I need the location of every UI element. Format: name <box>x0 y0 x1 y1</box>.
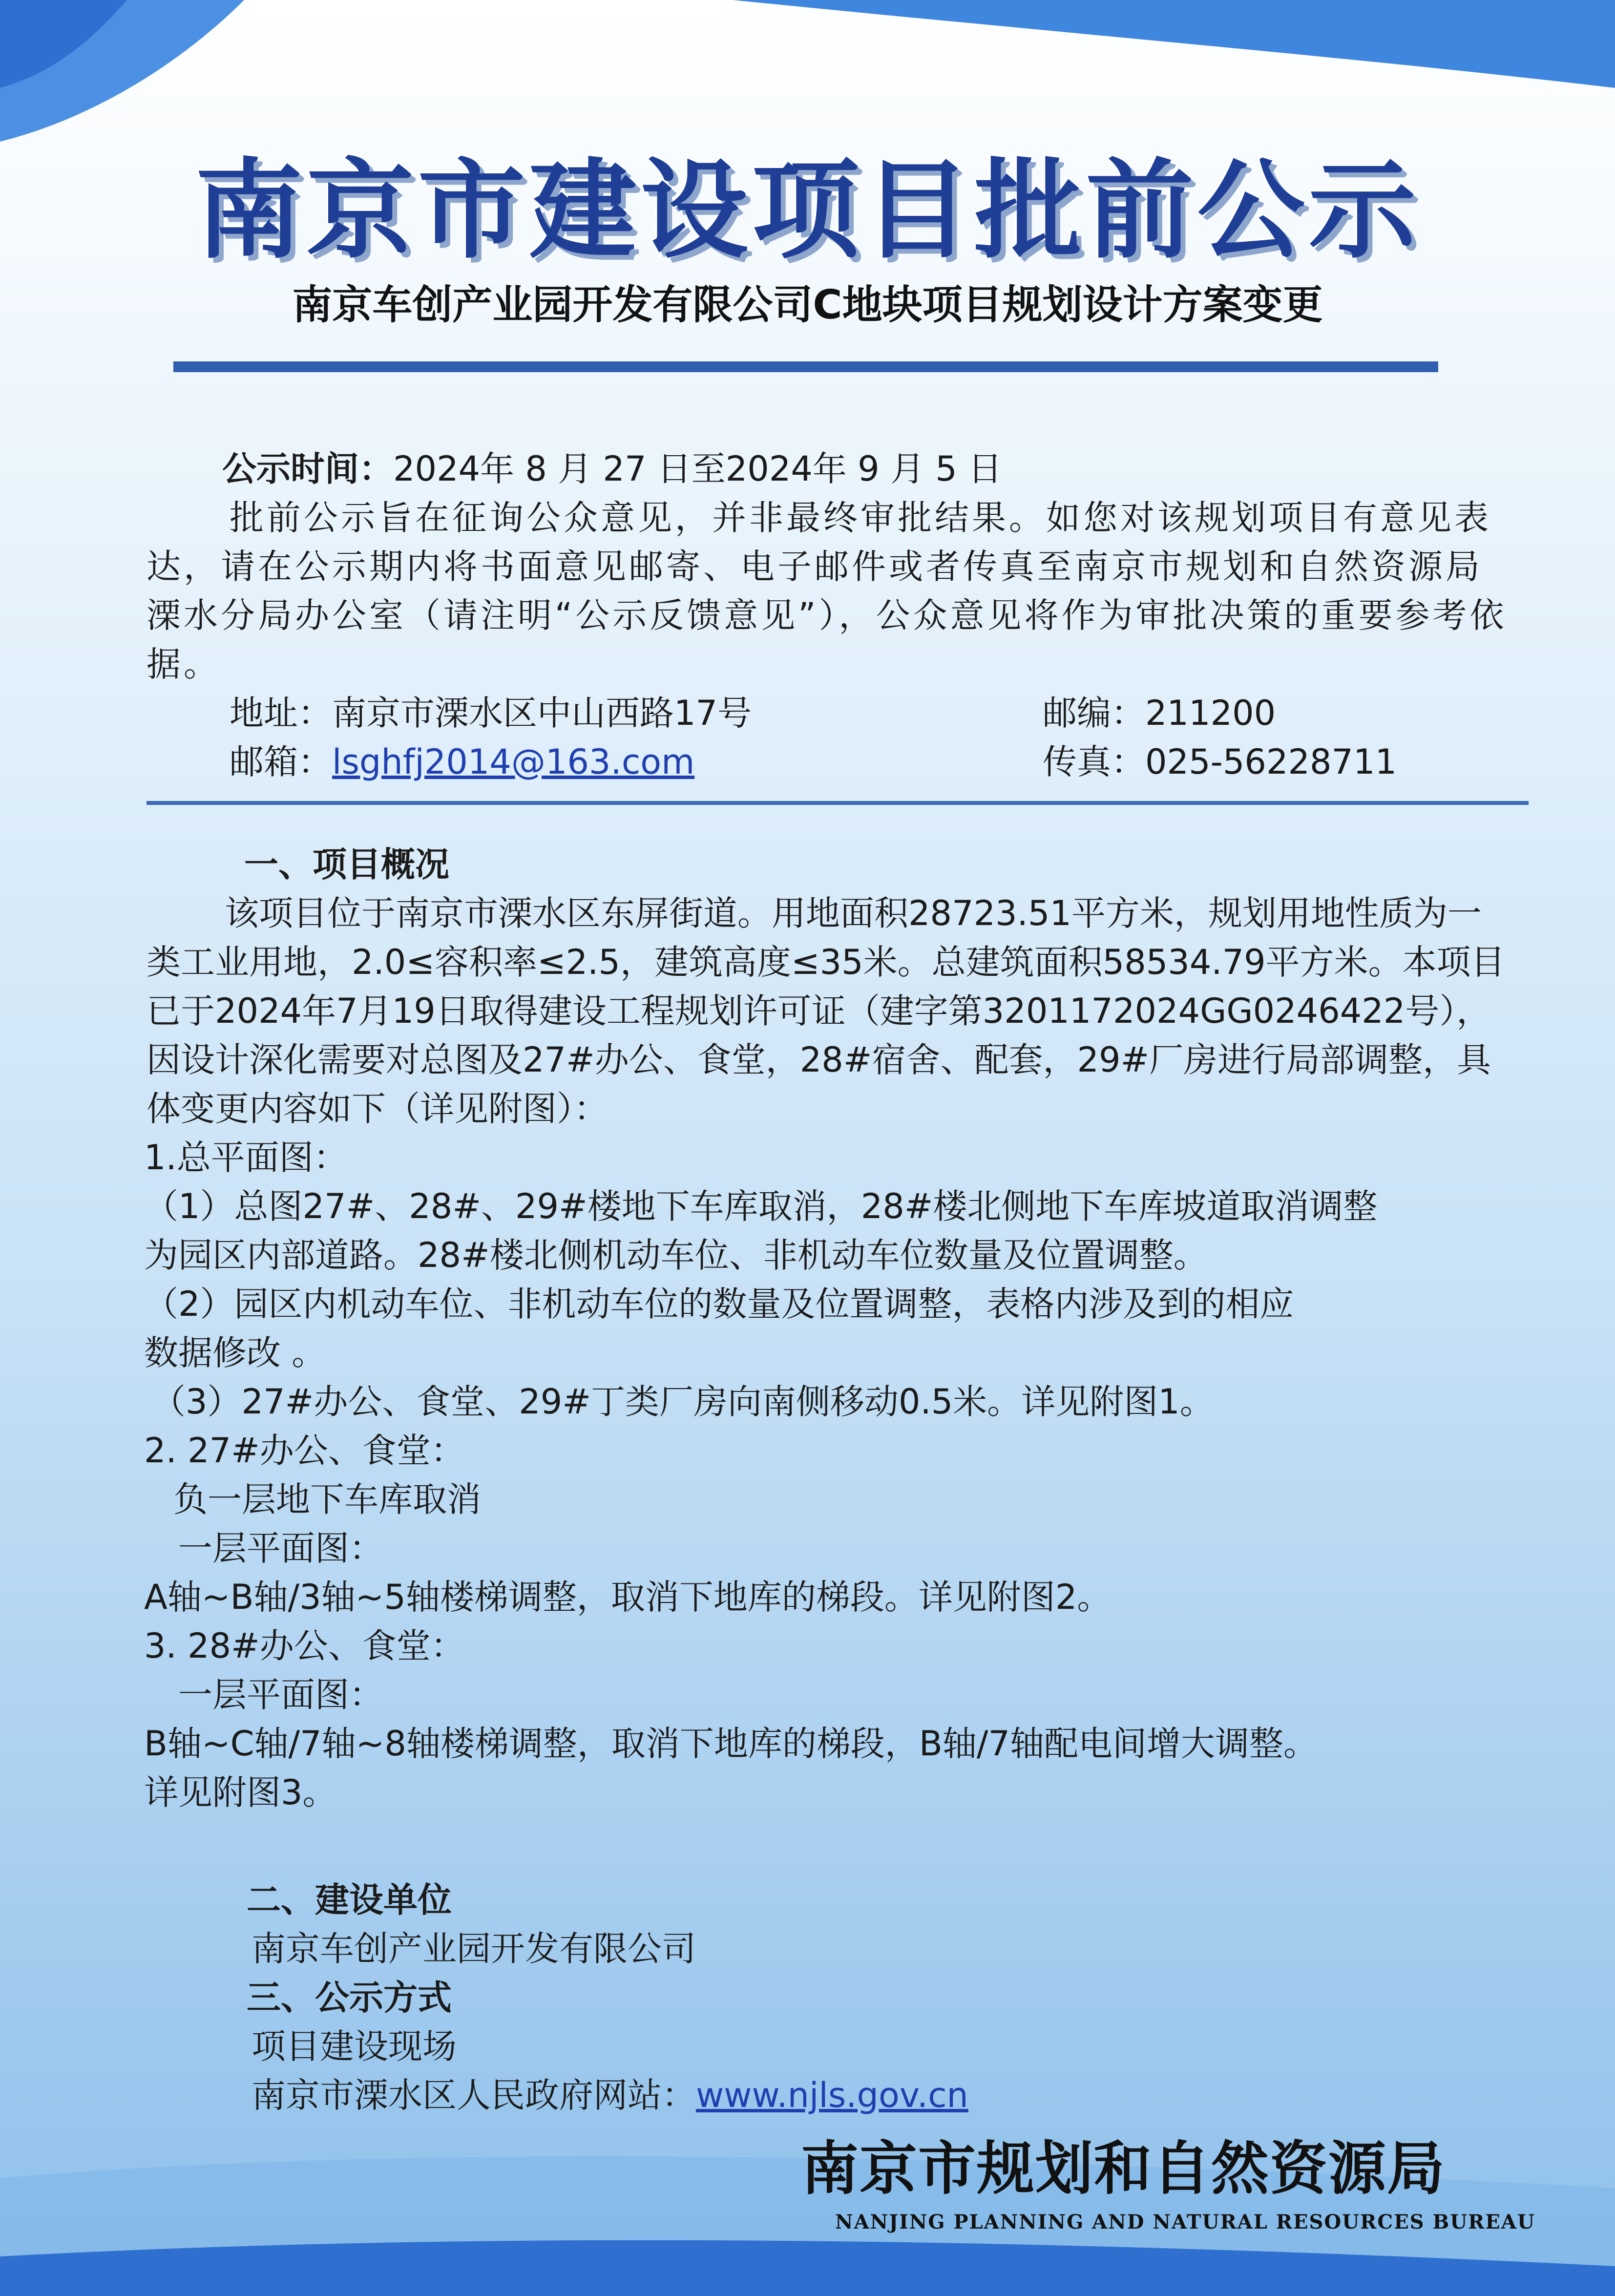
fax-label: 传真： <box>1043 742 1145 782</box>
fax-value: 025-56228711 <box>1145 742 1397 782</box>
address-value: 南京市溧水区中山西路17号 <box>332 693 752 733</box>
fax-row <box>1043 737 1397 786</box>
website-link[interactable]: www.njls.gov.cn <box>696 2075 968 2115</box>
section-divider <box>147 801 1529 805</box>
bureau-name-english: NANJING PLANNING AND NATURAL RESOURCES BUREAU <box>835 2211 1535 2233</box>
section2-content: 南京车创产业园开发有限公司 <box>252 1929 696 1969</box>
section1-line: 负一层地下车库取消 <box>173 1479 481 1519</box>
section1-intro: 该项目位于南京市溧水区东屏街道。用地面积28723.51平方米，规划用地性质为一类工业用地，2.0≤容积率≤2.5，建筑高度≤35米。总建筑面积58534.79平方米。本项目已于2024年7月19日取得建设工程规划许可证（建字第3201172024GG0246422号），因设计深化需要对总图及27#办公、食堂，28#宿舍、配套，29#厂房进行局部调整，具体变更内容如下（详见附图）： <box>147 893 1505 1129</box>
section1-line: （1）总图27#、28#、29#楼地下车库取消，28#楼北侧地下车库坡道取消调整 <box>144 1186 1378 1226</box>
section1-line: 数据修改 。 <box>144 1333 326 1373</box>
email-row <box>230 737 694 786</box>
email-label: 邮箱： <box>230 742 332 782</box>
section3-line2 <box>252 2071 968 2120</box>
bureau-name: 南京市规划和自然资源局 <box>801 2134 1446 2202</box>
notice-time <box>222 444 1002 493</box>
postcode-value: 211200 <box>1145 693 1276 733</box>
section1-line: 详见附图3。 <box>144 1772 337 1812</box>
section1-line: 一层平面图： <box>178 1528 383 1568</box>
project-subtitle: 南京车创产业园开发有限公司C地块项目规划设计方案变更 <box>292 282 1323 328</box>
email-link[interactable]: lsghfj2014@163.com <box>332 742 695 782</box>
postcode-row <box>1043 689 1276 737</box>
section1-line: （3）27#办公、食堂、29#丁类厂房向南侧移动0.5米。详见附图1。 <box>151 1382 1214 1422</box>
postcode-label: 邮编： <box>1043 693 1145 733</box>
notice-time-label: 公示时间： <box>222 449 393 489</box>
notice-paragraph: 批前公示旨在征询公众意见，并非最终审批结果。如您对该规划项目有意见表达，请在公示期内将书面意见邮寄、电子邮件或者传真至南京市规划和自然资源局溧水分局办公室（请注明“公示反馈意见”），公众意见将作为审批决策的重要参考依据。 <box>147 498 1507 684</box>
section1-line: （2）园区内机动车位、非机动车位的数量及位置调整，表格内涉及到的相应 <box>144 1284 1294 1324</box>
section1-line: A轴~B轴/3轴~5轴楼梯调整，取消下地库的梯段。详见附图2。 <box>144 1577 1112 1617</box>
page-title: 南京市建设项目批前公示 <box>195 147 1420 273</box>
section1-line: 3. 28#办公、食堂： <box>144 1626 465 1666</box>
section1-line: 为园区内部道路。28#楼北侧机动车位、非机动车位数量及位置调整。 <box>144 1235 1208 1275</box>
section2-heading: 二、建设单位 <box>247 1880 452 1920</box>
section1-line: 一层平面图： <box>178 1675 383 1715</box>
section3-line1: 项目建设现场 <box>252 2026 457 2066</box>
title-divider <box>173 361 1438 372</box>
notice-time-value: 2024年 8 月 27 日至2024年 9 月 5 日 <box>393 449 1002 489</box>
section1-heading: 一、项目概况 <box>244 844 449 885</box>
section1-line: 1.总平面图： <box>144 1137 348 1178</box>
website-label: 南京市溧水区人民政府网站： <box>252 2075 696 2115</box>
section3-heading: 三、公示方式 <box>247 1978 452 2018</box>
address-label: 地址： <box>230 693 332 733</box>
address-row <box>230 689 752 737</box>
section1-line: B轴~C轴/7轴~8轴楼梯调整，取消下地库的梯段，B轴/7轴配电间增大调整。 <box>144 1724 1318 1764</box>
section1-line: 2. 27#办公、食堂： <box>144 1431 465 1471</box>
